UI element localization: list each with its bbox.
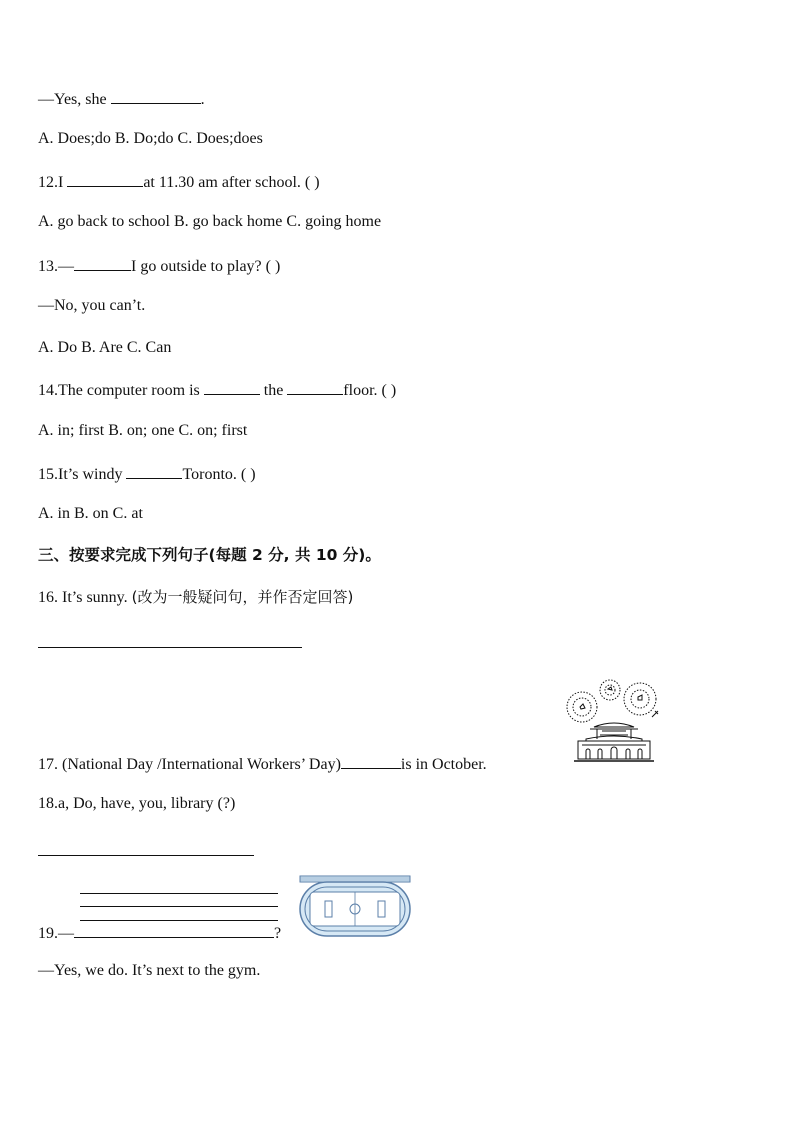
q13-stem — [38, 255, 280, 277]
q15-blank[interactable] — [126, 463, 182, 479]
q19-reply: —Yes, we do. It’s next to the gym. — [38, 962, 261, 979]
q17-blank[interactable] — [341, 753, 401, 769]
q11-options: A. Does;do B. Do;do C. Does;does — [38, 130, 263, 147]
q19-line-3[interactable] — [80, 920, 278, 921]
q19-question-mark: ? — [274, 925, 282, 942]
q19-line-2[interactable] — [80, 906, 278, 907]
q12-number: 12.I — [38, 174, 64, 191]
q17-text: 17. (National Day /International Workers’ Day) — [38, 756, 341, 773]
q19-number: 19.— — [38, 925, 74, 942]
q15-stem — [38, 463, 256, 485]
q15-number: 15.It’s windy — [38, 466, 123, 483]
q19-blank[interactable] — [74, 922, 274, 938]
q17-stem — [38, 753, 487, 775]
q16-instruction: (改为一般疑问句，并作否定回答) — [131, 588, 354, 606]
q14-mid: the — [263, 382, 284, 399]
q13-number: 13.— — [38, 258, 74, 275]
q13-blank[interactable] — [74, 255, 131, 271]
section-3-title: 三、按要求完成下列句子(每题 2 分, 共 10 分)。 — [38, 546, 381, 564]
q13-options: A. Do B. Are C. Can — [38, 339, 172, 356]
q14-rest: floor. ( ) — [343, 382, 397, 399]
q12-rest: at 11.30 am after school. ( ) — [143, 174, 320, 191]
q15-options: A. in B. on C. at — [38, 505, 143, 522]
q18-answer-line[interactable] — [38, 855, 254, 856]
q14-blank-2[interactable] — [287, 379, 343, 395]
q19-line-1[interactable] — [80, 893, 278, 894]
q11-answer-line — [38, 88, 205, 110]
q12-blank[interactable] — [67, 171, 143, 187]
q12-stem — [38, 171, 320, 193]
q16-stem — [38, 587, 353, 608]
q17-rest: is in October. — [400, 756, 487, 773]
q14-blank-1[interactable] — [204, 379, 260, 395]
q18-stem: 18.a, Do, have, you, library (?) — [38, 795, 236, 812]
period: . — [200, 91, 205, 108]
tiananmen-fireworks-icon — [560, 675, 666, 763]
q11-blank[interactable] — [111, 88, 201, 104]
q13-reply: —No, you can’t. — [38, 297, 146, 314]
q19-stem — [38, 922, 281, 944]
q16-answer-line[interactable] — [38, 647, 302, 648]
q14-number: 14.The computer room is — [38, 382, 200, 399]
q14-options: A. in; first B. on; one C. on; first — [38, 422, 248, 439]
q15-rest: Toronto. ( ) — [182, 466, 256, 483]
q12-options: A. go back to school B. go back home C. going home — [38, 213, 382, 230]
q16-text: 16. It’s sunny. — [38, 589, 132, 606]
q14-stem — [38, 379, 396, 401]
q13-rest: I go outside to play? ( ) — [131, 258, 281, 275]
q11-answer-text: —Yes, she — [38, 91, 107, 108]
sports-field-icon — [298, 874, 412, 938]
